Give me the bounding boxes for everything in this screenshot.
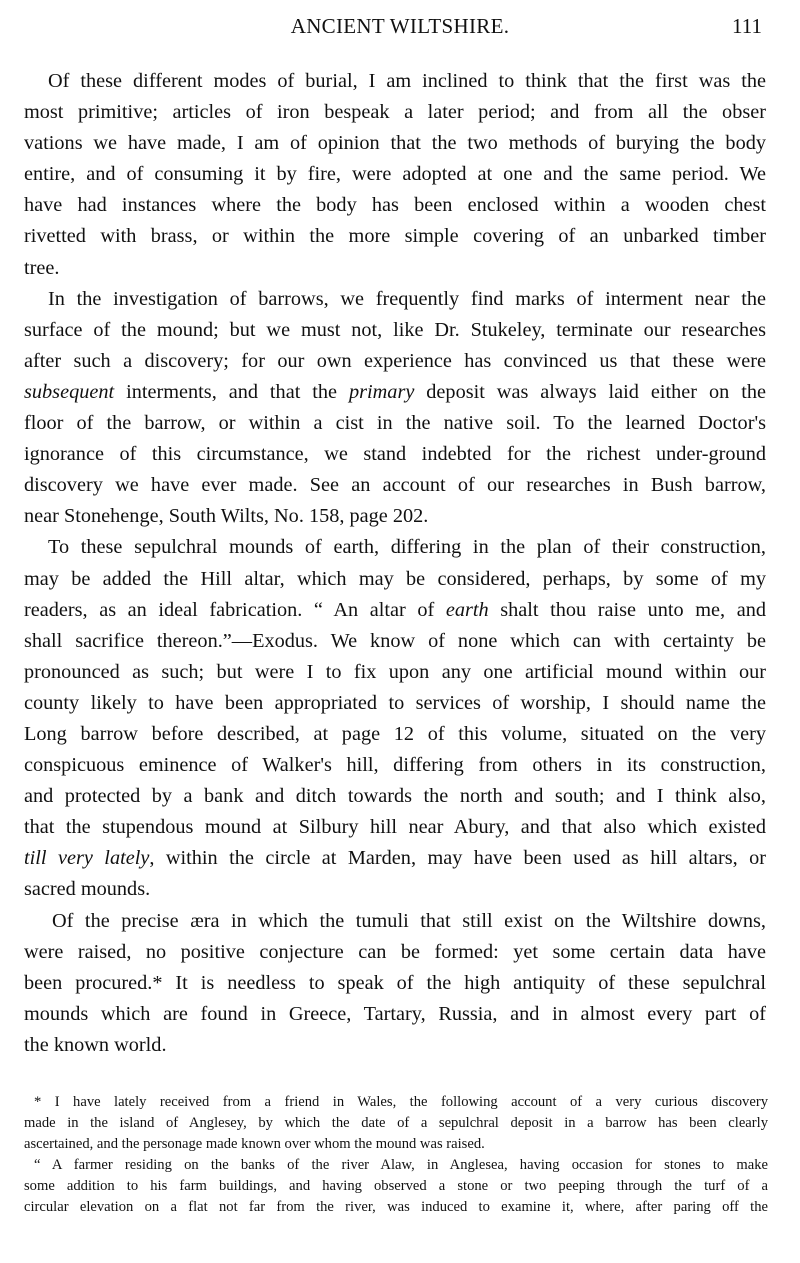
footnote	[24, 1155, 768, 1218]
footnote-line: “ A farmer residing on the banks of the river Alaw, in Anglesea, having occasion for stones to make	[34, 1157, 768, 1173]
text-run: and protected by a bank and ditch towards the north and south; and I think also,	[24, 785, 766, 808]
text-line	[24, 564, 766, 595]
text-line	[24, 284, 766, 315]
text-line	[24, 719, 766, 750]
text-line	[24, 688, 766, 719]
paragraph	[24, 906, 766, 1061]
text-run: tree.	[24, 256, 60, 279]
running-head	[0, 14, 800, 44]
text-run: ignorance of this circumstance, we stand indebted for the richest under-ground	[24, 443, 766, 466]
footnote-line: circular elevation on a flat not far from the river, was induced to examine it, where, after paring off the	[24, 1199, 768, 1215]
text-run: after such a discovery; for our own experience has convinced us that these were	[24, 349, 766, 372]
text-line	[24, 843, 766, 874]
text-run: entire, and of consuming it by fire, were adopted at one and the same period. We	[24, 163, 766, 186]
text-run: most primitive; articles of iron bespeak a later period; and from all the obser	[24, 101, 766, 124]
text-line	[24, 750, 766, 781]
text-line	[24, 221, 766, 252]
text-line	[24, 626, 766, 657]
text-run: conspicuous eminence of Walker's hill, differing from others in its construction,	[24, 754, 766, 777]
italic-run: till very lately	[24, 847, 150, 870]
text-line	[24, 128, 766, 159]
footnote-line: ascertained, and the personage made known over whom the mound was raised.	[24, 1136, 485, 1152]
text-line	[24, 781, 766, 812]
text-line	[24, 906, 766, 937]
text-run: shalt thou raise unto me, and	[488, 598, 766, 621]
footnote	[24, 1092, 768, 1155]
text-run: been procured.* It is needless to speak of the high antiquity of these sepulchral	[24, 971, 766, 994]
page-number: 111	[732, 14, 762, 38]
italic-run: earth	[445, 598, 489, 621]
text-line	[24, 501, 766, 532]
footnotes	[24, 1092, 768, 1218]
text-run: near Stonehenge, South Wilts, No. 158, page 202.	[24, 505, 429, 528]
text-run: discovery we have ever made. See an account of our researches in Bush barrow,	[24, 474, 766, 497]
text-line	[24, 346, 766, 377]
text-line	[24, 159, 766, 190]
text-run: county likely to have been appropriated to services of worship, I should name the	[24, 691, 766, 714]
text-line	[24, 968, 766, 999]
paragraph	[24, 66, 766, 284]
text-line	[24, 937, 766, 968]
text-line	[24, 1030, 766, 1061]
text-run: shall sacrifice thereon.”—Exodus. We know of none which can with certainty be	[24, 629, 766, 652]
italic-run: primary	[348, 380, 415, 403]
text-run: have had instances where the body has been enclosed within a wooden chest	[24, 194, 766, 217]
text-line	[24, 595, 766, 626]
text-run: Long barrow before described, at page 12 of this volume, situated on the very	[24, 722, 766, 745]
text-line	[24, 97, 766, 128]
text-line	[24, 315, 766, 346]
italic-run: subsequent	[24, 380, 115, 403]
text-line	[24, 66, 766, 97]
text-line	[24, 377, 766, 408]
text-run: the known world.	[24, 1033, 167, 1056]
text-run: , within the circle at Marden, may have been used as hill altars, or	[149, 847, 766, 870]
text-run: floor of the barrow, or within a cist in the native soil. To the learned Doctor's	[24, 412, 766, 435]
text-run: mounds which are found in Greece, Tartary, Russia, and in almost every part of	[24, 1002, 766, 1025]
footnote-line: * I have lately received from a friend in Wales, the following account of a very curious discovery	[34, 1094, 768, 1110]
text-run: that the stupendous mound at Silbury hill near Abury, and that also which existed	[24, 816, 766, 839]
text-line	[24, 812, 766, 843]
text-run: To these sepulchral mounds of earth, differing in the plan of their construction,	[48, 536, 766, 559]
text-line	[24, 253, 766, 284]
text-run: may be added the Hill altar, which may be considered, perhaps, by some of my	[24, 567, 766, 590]
footnote-line: made in the island of Anglesey, by which the date of a sepulchral deposit in a barrow has been clearly	[24, 1115, 768, 1131]
text-line	[24, 470, 766, 501]
text-line	[24, 657, 766, 688]
text-run: Of these different modes of burial, I am inclined to think that the first was the	[48, 70, 766, 92]
text-run: readers, as an ideal fabrication. “ An altar of	[24, 598, 446, 621]
text-run: rivetted with brass, or within the more simple covering of an unbarked timber	[24, 225, 766, 248]
text-line	[24, 190, 766, 221]
text-line	[24, 532, 766, 563]
text-run: were raised, no positive conjecture can be formed: yet some certain data have	[24, 940, 766, 963]
text-run: deposit was always laid either on the	[414, 380, 766, 403]
body-text	[24, 66, 766, 1061]
running-title: ANCIENT WILTSHIRE.	[290, 14, 510, 38]
text-run: vations we have made, I am of opinion that the two methods of burying the body	[24, 132, 766, 155]
text-run: Of the precise æra in which the tumuli that still exist on the Wiltshire downs,	[52, 909, 766, 932]
text-line	[24, 408, 766, 439]
text-run: pronounced as such; but were I to fix upon any one artificial mound within our	[24, 660, 766, 683]
paragraph	[24, 532, 766, 905]
text-run: surface of the mound; but we must not, like Dr. Stukeley, terminate our researches	[24, 318, 766, 341]
text-line	[24, 999, 766, 1030]
footnote-line: some addition to his farm buildings, and having observed a stone or two peeping through the turf of a	[24, 1178, 768, 1194]
text-line	[24, 874, 766, 905]
paragraph	[24, 284, 766, 533]
text-run: In the investigation of barrows, we frequently find marks of interment near the	[48, 287, 766, 310]
text-line	[24, 439, 766, 470]
text-run: interments, and that the	[114, 380, 349, 403]
text-run: sacred mounds.	[24, 878, 151, 901]
